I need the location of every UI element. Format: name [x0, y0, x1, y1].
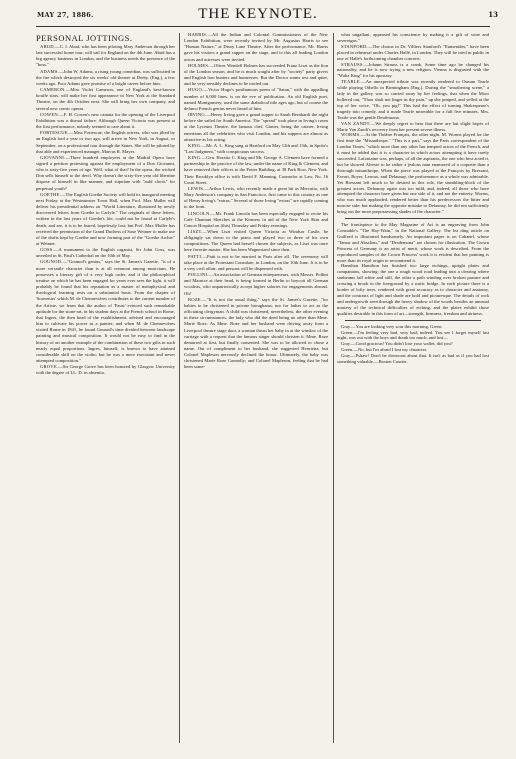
- jotting-text: —F. H. Cowen's new cantata for the opening of the Liverpool Exhibition was a dismal failure. Although Queen Victoria was present at the first performance, nobody seemed to care about it.: [36, 111, 175, 130]
- jotting-text: —"It is not the usual thing," says the St. James's Gazette, "for babies to be christened in private broughams, nor for ladies to act as the officiating clergyman. A child was christened, nevertheless, the other evening in these circumstances, the lady who did the deed being no other than Mme. Marie Roze. As Mme. Roze and her husband were driving away from a Liverpool theatre stage door, a woman thrust her baby in at the window of the carriage with a request that the famous singer should christen it. Mme. Roze demurred at first, but finally consented. She was to be allowed to chose a name. Out of compliment to her husband, she suggested Henrietta, but Colonel Mapleson nervously declined the honor. Ultimately, the baby was christened Marie Roze Connolly; and Colonel Mapleson, feeling that he had been some-: [184, 296, 328, 370]
- jotting-paragraph: [337, 132, 489, 215]
- jotting-paragraph: [36, 155, 175, 192]
- jotting-lead: GOUNOD.: [40, 259, 63, 265]
- jotting-paragraph: [36, 112, 175, 130]
- jotting-lead: HUGO.: [188, 87, 204, 93]
- jotting-lead: COWEN.: [40, 111, 60, 117]
- jotting-text: —We deeply regret to hear that there are but slight hopes of Marie Van Zandt's recovery from her present severe illness.: [337, 120, 490, 132]
- jotting-lead: ROZE.: [188, 296, 203, 302]
- jotting-paragraph: [337, 32, 489, 44]
- jotting-paragraph: [184, 186, 328, 211]
- jotting-paragraph: [36, 87, 175, 112]
- jotting-text: Green.—I'm feeling very bad, very bad, indeed. You see I forget myself last night, was out with the boys and drank too much, and lost—: [337, 329, 489, 341]
- jotting-paragraph: [337, 44, 489, 62]
- section-title: PERSONAL JOTTINGS.: [36, 33, 133, 43]
- jotting-text: —An association of German entrepreneurs, with Messrs. Pollini and Maurice at their head, is being formed in Berlin to boycott all German vocalists, who unpatriotically accept higher salaries for engagements abroad. Oh!: [184, 272, 328, 296]
- jotting-text: —The chorus in Dr. Villiers Stanford's "Eumenides," have been placed in rehearsal under Charles Hallé, in London. They will be tried in public in one of Hallé's forthcoming chamber concerts.: [337, 43, 489, 61]
- jotting-lead: LISZT.: [188, 229, 203, 234]
- jotting-text: —An unexpected tribute was recently rendered to Osmun Tearle while playing Othello in Birmingham (Eng.). During the "smothering scene," a lady in the gallery was so carried away by her feelings, that when the Moor hollered out, "Thou shalt not linger in thy pain," up she jumped, and yelled at the top of her voice, "Oh, you pig!" This had the effect of turning Shakespeare's tragedy into comedy, and it made Tearle miserable for a full five minutes. Mrs. Tearle was the gentle Desdemona.: [337, 79, 489, 120]
- column-1: [36, 32, 175, 376]
- jotting-paragraph: [337, 330, 489, 342]
- jotting-text: —Arthur Lewis, who recently made a great hit as Mercutio, with Mary Anderson's company in San Francisco, first came to this country as one of Henry Irving's "extras." Several of those Irving "extras" are rapidly coming to the front.: [184, 185, 328, 210]
- jotting-paragraph: [184, 87, 328, 112]
- jotting-text: —The English Goethe Society will hold its inaugural meeting next Friday at the Westminster Town Hall, when Prof. Max Muller will deliver his presidential address on "World Literature, illustrated by newly discovered letters from Goethe to Carlyle." The originals of these letters, written in the last years of Goethe's life, could not be found at Carlyle's death, and are, it is to be feared, hopelessly lost; but Prof. Max Muller has received the permission of the Grand Duchess of Saxe Weimer to make use of the drafts kept by Goethe and now forming part of the "Goethe Archiv" at Weimer.: [36, 191, 175, 246]
- jotting-lead: LINCOLN.: [188, 210, 211, 216]
- column-3-body: [337, 32, 489, 365]
- jotting-paragraph: [184, 211, 328, 229]
- header-rule: [36, 26, 490, 27]
- jotting-text: —When Liszt visited Queen Victoria at Windsor Castle, he obligingly sat down to the piano and played two or three of his own compositions. The Queen had herself chosen the subjects, as Liszt was once here favorite master. She has been Wagnerized since then.: [184, 229, 328, 253]
- jotting-lead: PATTI.: [188, 253, 203, 259]
- jotting-lead: HARRIS.: [188, 32, 208, 37]
- jotting-text: —Mr. A. L. King sang at Hartford on May 12th and 13th, in Spohr's "Last Judgment," with conspicuous success.: [184, 142, 328, 154]
- jotting-lead: LEWIS.: [188, 185, 205, 191]
- jotting-lead: STANFORD.: [341, 43, 368, 49]
- jotting-text: Gray.—Pshaw! Don't be downcast about that. It isn't as bad as if you had lost something valuable.—Boston Courier.: [337, 353, 489, 365]
- jotting-lead: VAN ZANDT.: [341, 120, 371, 126]
- jotting-paragraph: [36, 259, 175, 364]
- page-number: 13: [488, 10, 498, 19]
- jotting-text: —Patti is not to be married in Paris after all. The ceremony will take place at the Protestant Consulate, in London, on the 10th June. It is to be a very civil affair, and persons will be dispensed with.: [184, 253, 328, 271]
- jotting-lead: CAMERON.: [40, 87, 66, 93]
- jotting-lead: POLLINI.: [188, 272, 209, 278]
- column-separator: [333, 33, 334, 743]
- column-1-body: [36, 44, 175, 376]
- jotting-text: Gray.—Good gracious! You didn't lose your wallet, did you?: [341, 341, 453, 347]
- jotting-lead: GIOVANNI.: [40, 154, 66, 160]
- jotting-paragraph: [184, 254, 328, 272]
- jotting-lead: WORMS.: [341, 132, 361, 138]
- jotting-paragraph: [184, 155, 328, 186]
- jotting-text: —Miss Fortescue, the English actress, who was jilted by an English lord a year or two ago, will arrive in New York, in August, or September, on a professional tour through the States. She will be piloted by that able and experienced manager, Marcus R. Mayer.: [36, 130, 175, 154]
- column-separator: [179, 33, 180, 743]
- jotting-paragraph: [184, 112, 328, 143]
- column-2-body: [184, 32, 328, 371]
- jotting-paragraph: [36, 192, 175, 247]
- jotting-paragraph: [36, 364, 175, 376]
- page-header: [0, 6, 516, 28]
- jotting-text: Green.—No, but I'm afraid I lost my character.: [341, 347, 428, 353]
- issue-date: MAY 27, 1886.: [37, 11, 94, 19]
- jotting-lead: GOSS.: [40, 247, 54, 253]
- section-divider: [345, 218, 481, 219]
- jotting-text: —Oliver Wendell Holmes has succeeded Franz Liszt as the lion of the London season, and he is much sought after by "society" party givers and English lion hunters and huntresses. But the Doctor wants rest and quiet, and he very sensibly declines to be trotted out.: [184, 62, 328, 87]
- jotting-paragraph: [184, 63, 328, 88]
- jotting-text: —"Gounod's genius," says the St. James's Gazette, "is of a more versatile character than is at all common among musicians. He possesses a literary gift of a very high order, and if the philosophical treatise on which he has been engaged for years ever sees the light, it will probably be found that his reputation as a master of metaphysical and theological learning rests on a substantial basis. From the chapter of 'Souvenirs' which M. de Chennevières contributes to the current number of the Artiste, we learn that the author of 'Faust' evinced such remarkable aptitude for the stone-art, in his student days at the French school in Rome, that Ingres, the then head of the establishment, advised and encouraged him to cultivate his power as a painter; and when M. de Chennevières visited Rome in 1841, he found Gounod's time divided between landscape painting and musical composition. It would not be easy to find in the history of art another example of the combination of these two gifts in such nearly equal proportions. Ingres, himself, is known to have attained considerable skill on the violin; but he was a mere executant and never attempted composition.": [36, 259, 175, 363]
- jotting-text: —At the Théâtre Français, the other night, M. Worms played for the first time the "Misanthrope." "This is a part," says the Paris correspondent of the London Times, "which more than any other has tempted actors of the French, and it must be added that it is a character in which actors attempting it have rarely succeeded. Lafontaine was, perhaps, of all the aspirants, the one who best acted it, but he showed Alceste to be rather a jealous man enamored of a coquette than a thorough misanthrope. When the piece was played at the François by Bressant, Favart, Royer, Leroux, and Delaunay, the performance as a whole was admirable. Yet Bressant left much to be desired in this role, the stumbling-block of the greatest actors. Delaunay again was too mild, and, indeed, all those who have attempted the character have given but one side of it, and not the entirety. Worms, who was much applauded, rendered better than his predecessors the bitter and morose side; but making the opposite mistake to Delaunay, he did not sufficiently bring out the more prepossessing shades of the character.": [337, 132, 489, 215]
- jotting-text: —Gen. Horatio C. King and Mr. George A. Clement have formed a partnership in the practice of the law, under the name of King & Clement, and have removed their offices to the Potter Building, at 38 Park Row, New York. Their Brooklyn office is with David F. Manning, Counselor at Law, No. 16 Court Street.: [184, 155, 328, 185]
- jotting-text: —Henry Irving gave a grand supper to Sarah Bernhardt the night before she sailed for South America. The "spread" took place in Irving's room at the Lyceum Theatre, the famous chef, Gunter, being the caterer. Irving entertains all the celebrities who visit London, and his suppers are almost as attractive as his acting.: [184, 112, 328, 142]
- jotting-paragraph: [184, 229, 328, 254]
- jotting-text: Gray.—You are looking very sour this morning, Green.: [341, 323, 443, 329]
- jotting-text: —Mr. Frank Lincoln has been especially engaged to recite his Café Chantant Sketches at the Kirmess in aid of the New York Skin and Cancer Hospital on (this) Thursday and Friday evenings.: [184, 210, 328, 228]
- jotting-lead: FORTESCUE.: [40, 130, 70, 136]
- jotting-paragraph: [36, 130, 175, 155]
- jotting-paragraph: [184, 143, 328, 155]
- jotting-lead: HOLMES.: [188, 62, 210, 68]
- jotting-paragraph: [184, 297, 328, 371]
- jotting-paragraph: [337, 222, 489, 263]
- jotting-paragraph: [36, 69, 175, 87]
- jotting-text: —Johann Strauss is a crank. Some time ago he changed his nationality, and he is now trying a new religion. Vienna is disgusted with the "Waltz King" for his apostasy.: [337, 61, 489, 79]
- jotting-paragraph: [337, 62, 489, 80]
- jotting-lead: GROVE.: [40, 364, 59, 370]
- masthead-title: THE KEYNOTE.: [198, 6, 318, 22]
- jotting-lead: KING.: [188, 155, 202, 161]
- jotting-text: —Miss Violet Cameron, one of England's best-known bouffe stars, will make her first appearance in New York at the Standard Theatre, on the 4th October next. She will bring her own company, and several new comic operas.: [36, 87, 175, 111]
- jotting-paragraph: [184, 32, 328, 63]
- jotting-lead: GOETHE.: [40, 191, 61, 197]
- column-3: [337, 32, 489, 365]
- jotting-text: Hamilton Hamilton has finished two large etchings, upright plates and companions, showing: the one a rough wood road leading into a clearing where sunbeams fall white and still, the other a path winding over broken pasture and crossing a brook in the foreground by a rustic bridge. In each picture there is a border of lofty trees, rendered with great accuracy as to character and anatomy, and the contrasts of light and shade are bold and picturesque. The details of rock and undergrowth seen through the heavy shadow of the woods besides an unusual mastery of the technical difficulties of etching, and the plates exhibit those qualities desirable in this form of art—strength, firmness, freedom and airiness.: [337, 263, 489, 316]
- jotting-lead: ADAMS.: [40, 68, 59, 74]
- jotting-lead: ABUD.: [40, 44, 56, 49]
- jotting-paragraph: [36, 247, 175, 259]
- jotting-paragraph: [337, 353, 489, 365]
- jotting-text: —C. I. Abud, who has been piloting Mary Anderson through her late successful home tour, will sail for England on the 4th June. Abud has a big agency business in London, and the business needs the presence of the "boss.": [36, 44, 175, 68]
- jotting-paragraph: [337, 263, 489, 316]
- jotting-lead: STRAUSS.: [341, 61, 364, 67]
- section-divider: [345, 320, 481, 321]
- jotting-lead: IRVING.: [188, 112, 207, 118]
- jotting-paragraph: [184, 272, 328, 297]
- jotting-text: —Victor Hugo's posthumous poem of "Satan," with the appalling number of 6,000 lines, is on the eve of publication. An old English poet, named Montgomery, used the same diabolical title ages ago, but of course the defunct French genius never heard of him.: [184, 87, 328, 111]
- jotting-text: —All the Indian and Colonial Commissioners of the New London Exhibition, were recently invited by Mr. Augustus Harris to see "Human Nature," at Drury Lane Theatre. After the performance, Mr. Harris gave his visitors a grand supper on the stage, and to this all leading London actors and actresses were invited.: [184, 32, 328, 62]
- jotting-paragraph: [337, 79, 489, 120]
- jotting-lead: KING.: [188, 142, 202, 148]
- jotting-text: what ungallant, appeased his conscience by making it a gift of wine and sovereigns.": [337, 32, 489, 43]
- jotting-text: —John W. Adams, a rising young comedian, was suffocated in the fire which destroyed the six weeks' old theatre at Derby, (Eng.), a few weeks ago. Poor Adams gave promise of a bright career before him.: [36, 68, 175, 86]
- jotting-paragraph: [36, 44, 175, 69]
- jotting-text: —Sir George Grove has been honored by Glasgow University with the degree of LL. D. in absentia.: [36, 364, 175, 376]
- jotting-text: —A monument to the English organist, Sir John Goss, was unveiled in St. Paul's Cathedral on the 10th of May.: [36, 247, 175, 259]
- jotting-lead: TEARLE.: [341, 79, 362, 85]
- jotting-paragraph: [337, 121, 489, 133]
- column-2: [184, 32, 328, 371]
- jotting-text: —Three hundred employees at the Madrid Opera have signed a petition protesting against the employment of a Don Giovanni, who is sixty-five years of age. Well, what of that? In the opera, the wicked Don sells himself to the devil. Why doesn't the sixty-five year old libertine dispose of himself in like manner, and stipulate with "auld cloots" for perpetual youth?: [36, 154, 175, 191]
- jotting-text: The frontispiece to the May Magazine of Art is an engraving from John Constable's "The Hay-Wain," in the National Gallery. The lea ding article on Guilford is illustrated handsomely. An important paper is on Cabanel, whose "Tamar and Absalom," and "Desdemona" are chosen for illustration. The Crown Princess of Germany is an artist of merit, whose work is described. From the reproduced samples of the Crown Princess' work it is evident that her painting is more than its royal origin to recommend it.: [337, 222, 489, 263]
